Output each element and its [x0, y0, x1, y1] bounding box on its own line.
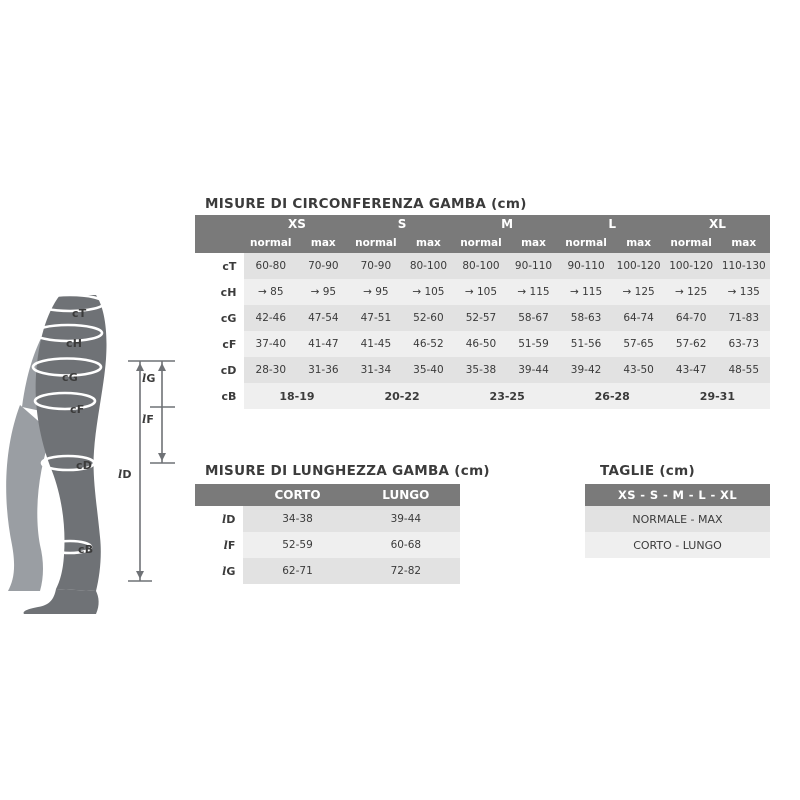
cell: 41-45: [350, 331, 403, 357]
label-cH: cH: [66, 337, 83, 350]
cell: 64-70: [665, 305, 718, 331]
cell: 64-74: [612, 305, 664, 331]
cell: → 85: [244, 279, 297, 305]
header-size-s: S: [350, 215, 455, 234]
cell: 34-38: [243, 506, 351, 532]
cell: 52-57: [455, 305, 508, 331]
cell: 57-65: [612, 331, 664, 357]
cell: 42-46: [244, 305, 297, 331]
cell: → 95: [350, 279, 403, 305]
row-label-lD: lD: [195, 506, 243, 532]
cell: 52-60: [402, 305, 454, 331]
cell: NORMALE - MAX: [585, 506, 770, 532]
cell: 41-47: [297, 331, 349, 357]
cell: 46-50: [455, 331, 508, 357]
row-label-cB: cB: [195, 383, 244, 409]
table-row: [195, 506, 460, 532]
label-lG: lG: [142, 372, 156, 385]
cell: 52-59: [243, 532, 351, 558]
cell: 20-22: [350, 383, 455, 409]
cell: 35-38: [455, 357, 508, 383]
cell: 51-59: [507, 331, 559, 357]
subheader-xl-max: max: [718, 234, 770, 253]
subheader-s-normal: normal: [350, 234, 403, 253]
cell: 31-36: [297, 357, 349, 383]
length-header-lungo: LUNGO: [352, 484, 460, 506]
circumference-table: [195, 215, 770, 409]
cell: 51-56: [560, 331, 613, 357]
cell: 70-90: [350, 253, 403, 279]
cell: 29-31: [665, 383, 770, 409]
length-header-corto: CORTO: [243, 484, 351, 506]
cell: 90-110: [507, 253, 559, 279]
table-row: [195, 331, 770, 357]
cell: 47-51: [350, 305, 403, 331]
cell: 62-71: [243, 558, 351, 584]
cell: 39-42: [560, 357, 613, 383]
header-corner: [195, 215, 244, 234]
cell: → 135: [718, 279, 770, 305]
cell: 71-83: [718, 305, 770, 331]
label-cB: cB: [78, 543, 94, 556]
row-label-cF: cF: [195, 331, 244, 357]
cell: 72-82: [352, 558, 460, 584]
cell: 35-40: [402, 357, 454, 383]
row-label-lG: lG: [195, 558, 243, 584]
cell: CORTO - LUNGO: [585, 532, 770, 558]
label-cG: cG: [62, 371, 78, 384]
cell: 39-44: [507, 357, 559, 383]
cell: 31-34: [350, 357, 403, 383]
header-size-xl: XL: [665, 215, 770, 234]
cell: 100-120: [612, 253, 664, 279]
cell: → 105: [455, 279, 508, 305]
cell: 70-90: [297, 253, 349, 279]
table-row: [195, 357, 770, 383]
cell: 37-40: [244, 331, 297, 357]
subheader-row: [195, 234, 770, 253]
subheader-m-max: max: [507, 234, 559, 253]
cell: 100-120: [665, 253, 718, 279]
cell: 26-28: [560, 383, 665, 409]
cell: → 115: [560, 279, 613, 305]
cell: 60-68: [352, 532, 460, 558]
cell: 90-110: [560, 253, 613, 279]
table-row: [195, 532, 460, 558]
header-size-xs: XS: [244, 215, 349, 234]
cell: 80-100: [402, 253, 454, 279]
cell: 43-50: [612, 357, 664, 383]
cell: 60-80: [244, 253, 297, 279]
table-row: [195, 558, 460, 584]
cell: → 125: [665, 279, 718, 305]
table-row: [195, 305, 770, 331]
cell: 28-30: [244, 357, 297, 383]
row-label-cD: cD: [195, 357, 244, 383]
cell: 58-63: [560, 305, 613, 331]
sizes-header: XS - S - M - L - XL: [585, 484, 770, 506]
subheader-m-normal: normal: [455, 234, 508, 253]
size-header-row: [195, 215, 770, 234]
cell: 110-130: [718, 253, 770, 279]
circumference-title: MISURE DI CIRCONFERENZA GAMBA (cm): [205, 196, 527, 212]
cell: → 105: [402, 279, 454, 305]
label-lD: lD: [118, 468, 132, 481]
row-label-cG: cG: [195, 305, 244, 331]
label-cF: cF: [70, 403, 85, 416]
header-size-m: M: [455, 215, 560, 234]
sizes-header-row: [585, 484, 770, 506]
cell: 57-62: [665, 331, 718, 357]
header-size-l: L: [560, 215, 665, 234]
label-cT: cT: [72, 307, 87, 320]
cell: 47-54: [297, 305, 349, 331]
cell: → 115: [507, 279, 559, 305]
row-label-cH: cH: [195, 279, 244, 305]
length-header-row: [195, 484, 460, 506]
cell: 63-73: [718, 331, 770, 357]
subheader-l-max: max: [612, 234, 664, 253]
subheader-xs-normal: normal: [244, 234, 297, 253]
table-row: [195, 253, 770, 279]
length-table: [195, 484, 460, 584]
subheader-corner: [195, 234, 244, 253]
table-row: [585, 532, 770, 558]
subheader-s-max: max: [402, 234, 454, 253]
cell: 23-25: [455, 383, 560, 409]
cell: 43-47: [665, 357, 718, 383]
length-title: MISURE DI LUNGHEZZA GAMBA (cm): [205, 463, 490, 479]
cell: → 125: [612, 279, 664, 305]
cell: → 95: [297, 279, 349, 305]
table-row: [195, 279, 770, 305]
label-cD: cD: [76, 459, 93, 472]
table-row: [585, 506, 770, 532]
leg-diagram: [0, 255, 200, 615]
cell: 80-100: [455, 253, 508, 279]
subheader-l-normal: normal: [560, 234, 613, 253]
row-label-cT: cT: [195, 253, 244, 279]
sizes-table: [585, 484, 770, 558]
sizes-title: TAGLIE (cm): [600, 463, 695, 479]
leg-illustration: [0, 255, 200, 615]
cell: 48-55: [718, 357, 770, 383]
cell: 39-44: [352, 506, 460, 532]
label-lF: lF: [142, 413, 155, 426]
cell: 58-67: [507, 305, 559, 331]
cell: 46-52: [402, 331, 454, 357]
length-header-corner: [195, 484, 243, 506]
cell: 18-19: [244, 383, 349, 409]
subheader-xl-normal: normal: [665, 234, 718, 253]
table-row: [195, 383, 770, 409]
subheader-xs-max: max: [297, 234, 349, 253]
row-label-lF: lF: [195, 532, 243, 558]
